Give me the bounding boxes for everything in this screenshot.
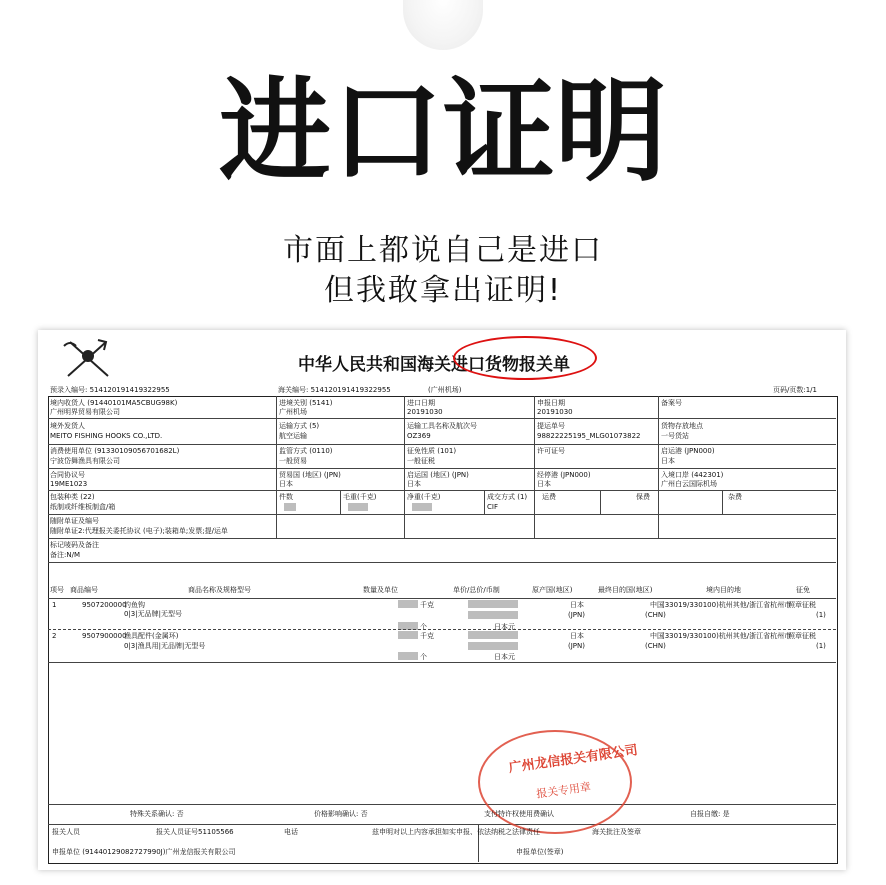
- item-header: 最终目的国(地区): [598, 586, 653, 594]
- item-header: 原产国(地区): [532, 586, 573, 594]
- item-dest: 中国: [650, 601, 664, 609]
- departure: 日本: [661, 457, 675, 465]
- item-levy-code: (1): [816, 611, 826, 619]
- item-domestic: (33019/330100)杭州其他/浙江省杭州市: [662, 632, 792, 640]
- marks: 备注:N/M: [50, 551, 80, 559]
- redacted-qty: [398, 600, 418, 608]
- storage: 一号货站: [661, 432, 689, 440]
- origin-country: 日本: [407, 480, 421, 488]
- subline-2: 但我敢拿出证明!: [323, 273, 563, 308]
- title-highlight-circle: [453, 336, 597, 380]
- levy-label: 征免性质 (101): [407, 447, 457, 455]
- license-label: 许可证号: [537, 447, 565, 455]
- item-spec: 0|3|渔具用|无品牌|无型号: [124, 642, 206, 650]
- vessel-label: 运输工具名称及航次号: [407, 422, 477, 430]
- terms-label: 成交方式 (1): [487, 493, 528, 501]
- item-header: 商品名称及规格型号: [188, 586, 251, 594]
- trade-country: 日本: [279, 480, 293, 488]
- shipper: MEITO FISHING HOOKS CO.,LTD.: [50, 432, 163, 440]
- contract: 19ME1023: [50, 480, 88, 488]
- item-header: 境内目的地: [706, 586, 741, 594]
- bill-label: 提运单号: [537, 422, 565, 430]
- item-spec: 0|3|无品牌|无型号: [124, 610, 182, 618]
- entry: 广州白云国际机场: [661, 480, 717, 488]
- stamp-sub: 报关专用章: [535, 780, 592, 801]
- entry-label: 入境口岸 (442301): [661, 471, 724, 479]
- item-no: 1: [52, 601, 57, 609]
- contract-label: 合同协议号: [50, 471, 85, 479]
- package-label: 包装种类 (22): [50, 493, 95, 501]
- row-line: [48, 444, 836, 445]
- transport: 航空运输: [279, 432, 307, 440]
- net-label: 净重(千克): [407, 493, 441, 501]
- item-domestic: (33019/330100)杭州其他/浙江省杭州市: [662, 601, 792, 609]
- supervision: 一般贸易: [279, 457, 307, 465]
- customs-remark: 海关批注及签章: [592, 828, 641, 836]
- declarant-label: 报关人员: [52, 828, 80, 836]
- applicant: 申报单位 (91440129082727990J)广州龙信报关有限公司: [52, 848, 236, 856]
- customs-declaration-form: [38, 330, 846, 870]
- insurance-label: 保费: [636, 493, 650, 501]
- item-code: 9507900000: [82, 632, 127, 640]
- self-report: 自报自缴: 是: [690, 810, 730, 818]
- item-levy-code: (1): [816, 642, 826, 650]
- top-notch-decoration: [403, 0, 483, 50]
- import-date: 20191030: [407, 408, 443, 416]
- item-currency: 日本元: [494, 623, 515, 631]
- item-origin-code: (JPN): [568, 611, 585, 619]
- item-origin: 日本: [570, 601, 584, 609]
- col-line: [600, 490, 601, 514]
- shipper-label: 境外发货人: [50, 422, 85, 430]
- levy: 一般征税: [407, 457, 435, 465]
- row-line: [48, 538, 836, 539]
- headline: 进口证明: [219, 67, 667, 197]
- customs-no: 海关编号: 514120191419322955: [278, 386, 391, 394]
- departure-label: 启运港 (JPN000): [661, 447, 715, 455]
- item-name: 渔具配件(金属环): [124, 632, 179, 640]
- stamp-company: 广州龙信报关有限公司: [507, 743, 639, 776]
- entry-port-label: 进境关别 (5141): [279, 399, 333, 407]
- redacted-qty: [398, 631, 418, 639]
- user: 宁波岱舞渔具有限公司: [50, 457, 120, 465]
- row-line: [48, 514, 836, 515]
- page-count: 页码/页数:1/1: [773, 386, 817, 394]
- redacted-total: [468, 642, 518, 650]
- storage-label: 货物存放地点: [661, 422, 703, 430]
- item-name: 钓鱼钩: [124, 601, 145, 609]
- item-unit1: 千克: [420, 601, 434, 609]
- applicant-seal: 申报单位(签章): [516, 848, 564, 856]
- special-relation: 特殊关系确认: 否: [130, 810, 184, 818]
- item-levy: 照章征税: [788, 632, 816, 640]
- docs-label: 随附单证及编号: [50, 517, 99, 525]
- user-label: 消费使用单位 (91330109056701682L): [50, 447, 180, 455]
- freight-label: 运费: [542, 493, 556, 501]
- row-line: [48, 418, 836, 419]
- declarant-cert: 报关人员证号51105566: [156, 828, 234, 836]
- stopover-label: 经停港 (JPN000): [537, 471, 591, 479]
- bill: 98822225195_MLG01073822: [537, 432, 641, 440]
- airport: (广州机场): [428, 386, 462, 394]
- vessel: OZ369: [407, 432, 431, 440]
- item-unit2: 个: [420, 623, 427, 631]
- item-no: 2: [52, 632, 57, 640]
- statement: 兹申明对以上内容承担如实申报、依法纳税之法律责任: [372, 828, 540, 836]
- item-origin-code: (JPN): [568, 642, 585, 650]
- redacted-price: [468, 631, 518, 639]
- row-line: [48, 562, 836, 563]
- item-unit2: 个: [420, 653, 427, 661]
- record-label: 备案号: [661, 399, 682, 407]
- marks-label: 标记唛码及备注: [50, 541, 99, 549]
- col-line: [722, 490, 723, 514]
- col-line: [534, 396, 535, 538]
- form-title: 中华人民共和国海关进口货物报关单: [298, 355, 570, 375]
- col-line: [404, 396, 405, 538]
- misc-label: 杂费: [728, 493, 742, 501]
- entry-port: 广州机场: [279, 408, 307, 416]
- col-line: [340, 490, 341, 514]
- item-dest-code: (CHN): [645, 611, 666, 619]
- item-header: 项号: [50, 586, 64, 594]
- item-unit1: 千克: [420, 632, 434, 640]
- terms: CIF: [487, 503, 498, 511]
- item-levy: 照章征税: [788, 601, 816, 609]
- redacted-price: [468, 600, 518, 608]
- item-header: 数量及单位: [363, 586, 398, 594]
- supervision-label: 监管方式 (0110): [279, 447, 333, 455]
- phone-label: 电话: [284, 828, 298, 836]
- declare-date-label: 申报日期: [537, 399, 565, 407]
- item-code: 9507200000: [82, 601, 127, 609]
- pieces-label: 件数: [279, 493, 293, 501]
- consignee-label: 境内收货人 (91440101MA5CBUG98K): [50, 399, 178, 407]
- item-header: 征免: [796, 586, 810, 594]
- item-header: 单价/总价/币制: [453, 586, 500, 594]
- row-line: [48, 490, 836, 491]
- col-line: [276, 396, 277, 538]
- subline-1: 市面上都说自己是进口: [283, 233, 603, 268]
- col-line: [658, 396, 659, 538]
- row-line: [48, 662, 836, 663]
- redacted-net: [412, 503, 432, 511]
- row-line: [48, 468, 836, 469]
- item-dest-code: (CHN): [645, 642, 666, 650]
- form-grid: [48, 396, 838, 864]
- redacted-total: [468, 611, 518, 619]
- royalty: 支付特许权使用费确认: [484, 810, 554, 818]
- redacted-qty2: [398, 652, 418, 660]
- row-line: [48, 804, 836, 805]
- origin-country-label: 启运国 (地区) (JPN): [407, 471, 469, 479]
- customs-emblem-icon: [58, 336, 118, 380]
- stopover: 日本: [537, 480, 551, 488]
- col-line: [484, 490, 485, 514]
- item-header: 商品编号: [70, 586, 98, 594]
- package: 纸制或纤维板制盒/箱: [50, 503, 116, 511]
- trade-country-label: 贸易国 (地区) (JPN): [279, 471, 341, 479]
- row-line: [48, 629, 836, 630]
- row-line: [48, 598, 836, 599]
- price-effect: 价格影响确认: 否: [314, 810, 368, 818]
- item-origin: 日本: [570, 632, 584, 640]
- import-date-label: 进口日期: [407, 399, 435, 407]
- redacted-gross: [348, 503, 368, 511]
- declare-date: 20191030: [537, 408, 573, 416]
- row-line: [48, 824, 836, 825]
- item-currency: 日本元: [494, 653, 515, 661]
- redacted-pieces: [284, 503, 296, 511]
- pre-entry-no: 预录入编号: 514120191419322955: [50, 386, 170, 394]
- consignee: 广州明界贸易有限公司: [50, 408, 120, 416]
- transport-label: 运输方式 (5): [279, 422, 320, 430]
- gross-label: 毛重(千克): [343, 493, 377, 501]
- docs: 随附单证2:代理报关委托协议 (电子);装箱单;发票;提/运单: [50, 527, 228, 535]
- item-dest: 中国: [650, 632, 664, 640]
